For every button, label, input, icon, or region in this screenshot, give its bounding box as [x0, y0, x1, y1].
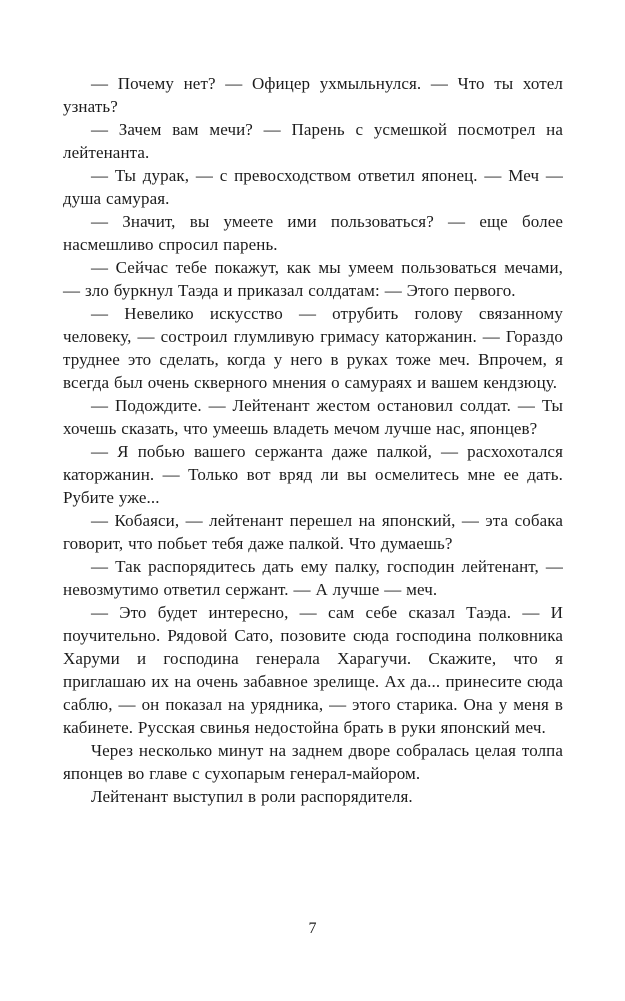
body-text	[63, 72, 563, 808]
paragraph: — Кобаяси, — лейтенант перешел на японский, — эта собака говорит, что побьет тебя даже палкой. Что думаешь?	[63, 511, 563, 553]
paragraph: Лейтенант выступил в роли распорядителя.	[91, 787, 413, 806]
paragraph: — Так распорядитесь дать ему палку, господин лейтенант, — невозмутимо ответил сержант. — А лучше — меч.	[63, 557, 563, 599]
paragraph: — Ты дурак, — с превосходством ответил японец. — Меч — душа самурая.	[63, 166, 563, 208]
paragraph: — Сейчас тебе покажут, как мы умеем пользоваться мечами, — зло буркнул Таэда и приказал солдатам: — Этого первого.	[63, 258, 563, 300]
paragraph: — Подождите. — Лейтенант жестом остановил солдат. — Ты хочешь сказать, что умеешь владеть мечом лучше нас, японцев?	[63, 396, 563, 438]
paragraph: Через несколько минут на заднем дворе собралась целая толпа японцев во главе с сухопарым генерал-майором.	[63, 741, 563, 783]
paragraph: — Я побью вашего сержанта даже палкой, — расхохотался каторжанин. — Только вот вряд ли вы осмелитесь мне ее дать. Рубите уже...	[63, 442, 563, 507]
paragraph: — Почему нет? — Офицер ухмыльнулся. — Что ты хотел узнать?	[63, 74, 563, 116]
paragraph: — Зачем вам мечи? — Парень с усмешкой посмотрел на лейтенанта.	[63, 120, 563, 162]
paragraph: — Невелико искусство — отрубить голову связанному человеку, — состроил глумливую гримасу каторжанин. — Гораздо труднее это сделать, когда у него в руках тоже меч. Впрочем, я всегда был очень скверного мнения о самураях и вашем кендзюцу.	[63, 304, 563, 392]
page-number: 7	[308, 920, 317, 937]
paragraph: — Это будет интересно, — сам себе сказал Таэда. — И поучительно. Рядовой Сато, позовите сюда господина полковника Харуми и господина генерала Харагучи. Скажите, что я приглашаю их на очень забавное зрелище. Ах да... принесите сюда саблю, — он показал на урядника, — этого старика. Она у меня в кабинете. Русская свинья недостойна брать в руки японский меч.	[63, 603, 563, 737]
paragraph: — Значит, вы умеете ими пользоваться? — еще более насмешливо спросил парень.	[63, 212, 563, 254]
